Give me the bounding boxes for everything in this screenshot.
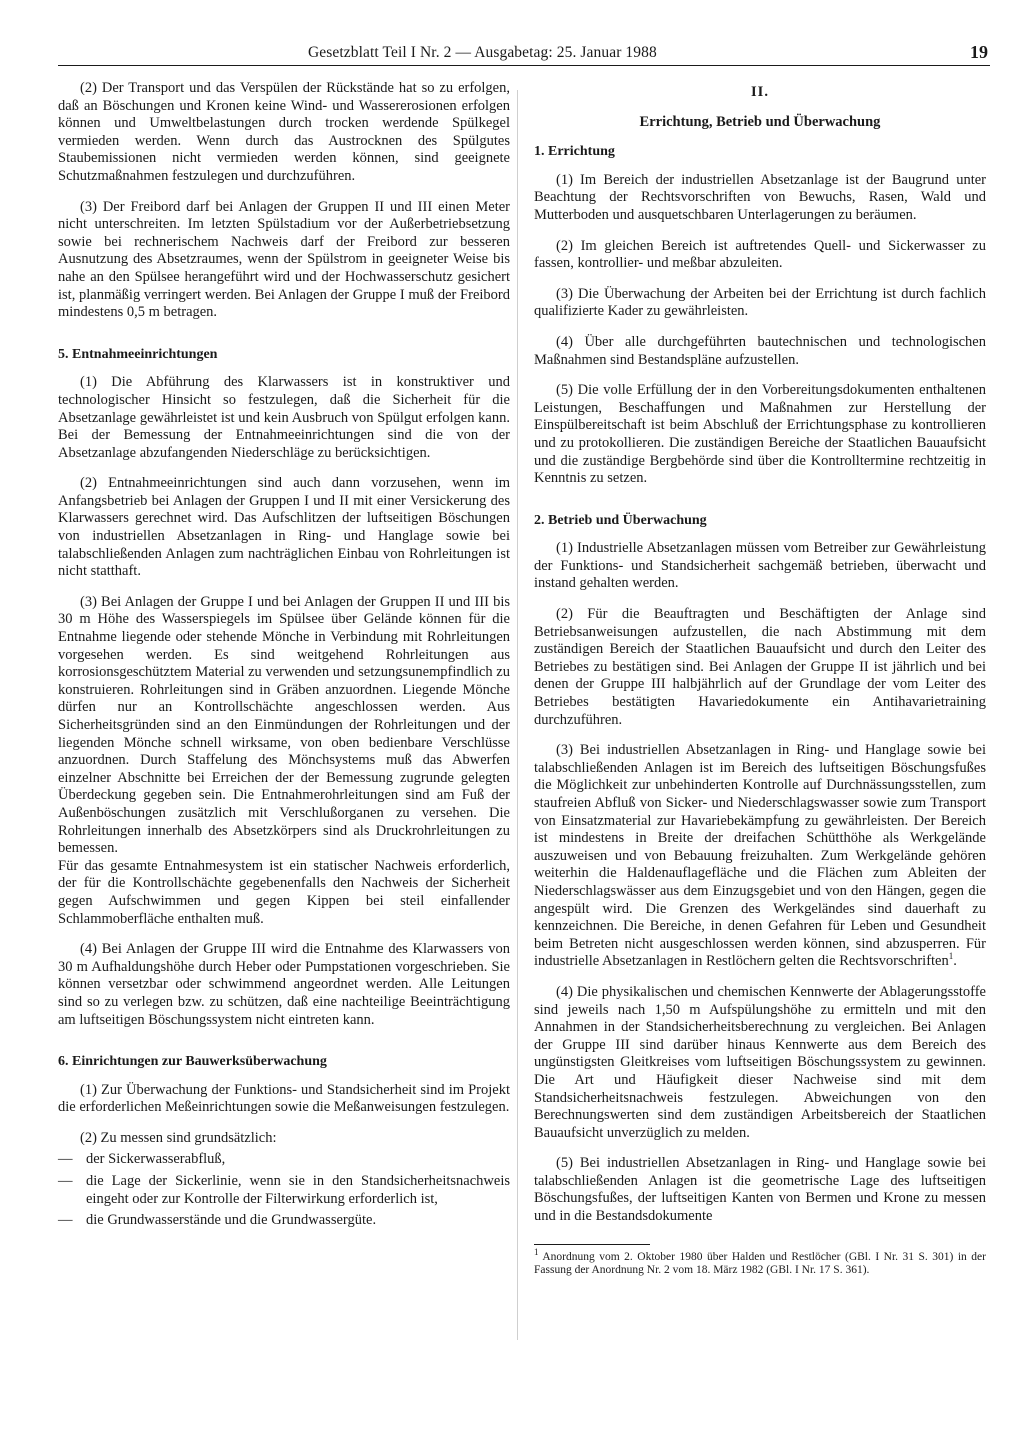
list-item: — die Lage der Sickerlinie, wenn sie in den Standsicherheitsnachweis eingeht oder zur Kontrolle der Filterwirkung erforderlich ist, [58, 1173, 510, 1207]
measurement-list [58, 1151, 510, 1229]
footnote: $^1$ Anordnung vom 2. Oktober 1980 über Halden und Restlöcher (GBl. I Nr. 31 S. 301) in der Fassung der Anordnung Nr. 2 vom 18. März 1982 (GBl. I Nr. 17 S. 361). [534, 1246, 986, 1277]
page-header [58, 40, 990, 66]
dash-marker: — [58, 1212, 73, 1229]
right-column [534, 80, 986, 1278]
section-6-paragraph-2: (2) Zu messen sind grundsätzlich: [80, 1129, 277, 1146]
left-column [58, 80, 510, 1234]
footnote-rule [534, 1244, 650, 1245]
section-5-paragraph-1: (1) Die Abführung des Klarwassers ist in konstruktiver und technologischer Hinsicht so festzulegen, daß die Sicherheit für die Absetzanlage gewährleistet ist und kein Ausbruch von Spülgut erfolgen kann. Bei der Bemessung der Entnahmeeinrichtungen sind die von der Absetzanlage abzufangenden Niederschläge zu berücksichtigen. [58, 374, 510, 461]
subsection-2-heading: 2. Betrieb und Überwachung [534, 512, 707, 528]
subsection-1-paragraph-2: (2) Im gleichen Bereich ist auftretendes Quell- und Sickerwasser zu fassen, kontrollier- und meßbar abzuleiten. [534, 237, 986, 272]
part-number: II. [751, 84, 769, 100]
section-5-heading: 5. Entnahmeeinrichtungen [58, 346, 218, 362]
subsection-2-paragraph-2: (2) Für die Beauftragten und Beschäftigten der Anlage sind Betriebsanweisungen aufzustellen, die nach Abstimmung mit dem zuständigen Bereich der Staatlichen Bauaufsicht und durch den Leiter des Betriebes zu bestätigen sind. Bei Anlagen der Gruppe II ist jährlich und bei denen der Gruppe III halbjährlich auf der Grundlage der vom Leiter des Betriebes bestätigten Havariedokumente ein Antihavarietraining durchzuführen. [534, 606, 986, 728]
footnote-reference: 1 [948, 951, 954, 962]
column-divider [517, 90, 518, 1340]
subsection-1-paragraph-5: (5) Die volle Erfüllung der in den Vorbereitungsdokumenten enthaltenen Leistungen, Beschaffungen und Maßnahmen zur Herstellung der Einspülbereitschaft ist beim Abschluß der Errichtungsphase zu kontrollieren und zu protokollieren. Die zuständigen Bereiche der Staatlichen Bauaufsicht und die zuständige Bergbehörde sind über die Kontrolltermine rechtzeitig in Kenntnis zu setzen. [534, 382, 986, 487]
paragraph-transport: (2) Der Transport und das Verspülen der Rückstände hat so zu erfolgen, daß an Böschungen und Kronen keine Wind- und Wassererosionen erfolgen können und Umweltbelastungen durch trocken werdende Spülkegel vermieden werden. Wenn durch das Austrocknen des Spülgutes Staubemissionen nicht vermieden werden können, sind geeignete Schutzmaßnahmen festzulegen und durchzuführen. [58, 80, 510, 184]
section-5-paragraph-2: (2) Entnahmeeinrichtungen sind auch dann vorzusehen, wenn im Anfangsbetrieb bei Anlagen der Gruppen I und II mit einer Versickerung des Klarwassers gerechnet wird. Das Aufschlitzen der luftseitigen Böschungen von industriellen Absetzanlagen in Ring- und Hanglage sowie bei talabschließenden Anlagen zum nachträglichen Einbau von Rohrleitungen ist nicht statthaft. [58, 475, 510, 580]
page-number: 19 [970, 42, 988, 62]
subsection-1-paragraph-3: (3) Die Überwachung der Arbeiten bei der Errichtung ist durch fachlich qualifizierte Kader zu gewährleisten. [534, 285, 986, 320]
header-rule [58, 65, 990, 66]
running-head: Gesetzblatt Teil I Nr. 2 — Ausgabetag: 25. Januar 1988 [308, 44, 657, 61]
subsection-2-paragraph-5: (5) Bei industriellen Absetzanlagen in Ring- und Hanglage sowie bei talabschließenden Anlagen ist die geometrische Lage des luftseitigen Böschungsfußes, der luftseitigen Kanten von Bermen und Krone zu messen und in die Bestandsdokumente [534, 1155, 986, 1225]
dash-marker: — [58, 1173, 73, 1190]
section-6-paragraph-1: (1) Zur Überwachung der Funktions- und Standsicherheit sind im Projekt die erforderlichen Meßeinrichtungen sowie die Meßanweisungen festzulegen. [58, 1081, 510, 1116]
list-item: — der Sickerwasserabfluß, [58, 1151, 226, 1168]
subsection-2-paragraph-3: (3) Bei industriellen Absetzanlagen in Ring- und Hanglage sowie bei talabschließenden Anlagen ist im Bereich des luftseitigen Böschungsfußes die Möglichkeit zur unbehinderten Kontrolle auf Durchnässungsstellen, zum staufreien Abfluß von Sicker- und Niederschlagswasser sowie zum Transport von Einsatzmaterial zur Havariebekämpfung zu gewährleisten. Der Bereich ist mindestens in Breite der dreifachen Schütthöhe als Werkgelände auszuweisen und von Bebauung freizuhalten. Zum Werkgelände gehören weiterhin die Haldenauflagefläche und die Flächen zum Ableiten der Niederschlagswässer aus dem Einzugsgebiet und von den Hängen, gegen die angespült wird. Die Grenzen des Werkgeländes sind dauerhaft zu kennzeichnen. Die Bereiche, in denen Gefahren für Leben und Gesundheit beim Betreten nicht ausgeschlossen werden können, sind abzusperren. Für industrielle Absetzanlagen in Restlöchern gelten die Rechtsvorschriften$^1$. [534, 742, 986, 970]
paragraph-freibord: (3) Der Freibord darf bei Anlagen der Gruppen II und III einen Meter nicht unterschreiten. Im letzten Spülstadium vor der Außerbetriebsetzung sowie bei rechnerischem Nachweis darf der Freibord zur besseren Ausnutzung des Absetzraumes, wenn der Spülstrom in geeigneter Weise bis nahe an den Spülsee herangeführt wird und der Hochwasserschutz gesichert ist, planmäßig verringert werden. Bei Anlagen der Gruppe I muß der Freibord mindestens 0,5 m betragen. [58, 198, 510, 321]
section-5-paragraph-4: (4) Bei Anlagen der Gruppe III wird die Entnahme des Klarwassers von 30 m Aufhaldungshöhe durch Heber oder Pumpstationen vorgeschrieben. Sie können versetzbar oder schwimmend angeordnet werden. Alle Leitungen sind so zu verlegen bzw. zu schützen, daß eine nachteilige Beeinträchtigung am luftseitigen Böschungssystem nicht eintreten kann. [58, 941, 510, 1028]
subsection-1-paragraph-1: (1) Im Bereich der industriellen Absetzanlage ist der Baugrund unter Beachtung der Rechtsvorschriften von Bewuchs, Rasen, Wald und Mutterboden und ausquetschbaren Unterlagerungen zu beräumen. [534, 171, 986, 223]
section-6-heading: 6. Einrichtungen zur Bauwerksüberwachung [58, 1054, 327, 1070]
part-title: Errichtung, Betrieb und Überwachung [639, 113, 881, 130]
section-5-paragraph-3b: Für das gesamte Entnahmesystem ist ein statischer Nachweis erforderlich, der für die Kontrollschächte gegebenenfalls den Nachweis der Sicherheit gegen Aufschwimmen und gegen Kippen bei steil einfallender Schlammoberfläche enthalten muß. [58, 857, 510, 927]
footnote-number: 1 [534, 1246, 539, 1257]
subsection-2-paragraph-4: (4) Die physikalischen und chemischen Kennwerte der Ablagerungsstoffe sind jeweils nach 1,50 m Aufspülungshöhe zu ermitteln und mit den Annahmen in der Standsicherheitsberechnung zu vergleichen. Bei Anlagen der Gruppe III sind darüber hinaus Kennwerte aus dem Bereich des ungünstigsten Gleitkreises vom luftseitigen Böschungssystem zu gewinnen. Die Art und Häufigkeit dieser Nachweise sind mit dem Standsicherheitsnachweis festzulegen. Abweichungen von den Berechnungswerten sind dem zuständigen Arbeitsbereich der Staatlichen Bauaufsicht unverzüglich zu melden. [534, 983, 986, 1141]
dash-marker: — [58, 1151, 73, 1168]
subsection-2-paragraph-1: (1) Industrielle Absetzanlagen müssen vom Betreiber zur Gewährleistung der Funktions- und Standsicherheit sachgemäß betrieben, überwacht und instand gehalten werden. [534, 540, 986, 592]
list-item: — die Grundwasserstände und die Grundwassergüte. [58, 1212, 377, 1229]
subsection-1-paragraph-4: (4) Über alle durchgeführten bautechnischen und technologischen Maßnahmen sind Bestandspläne aufzustellen. [534, 333, 986, 368]
section-5-paragraph-3: (3) Bei Anlagen der Gruppe I und bei Anlagen der Gruppen II und III bis 30 m Höhe des Wasserspiegels im Spülsee über Gelände können für die Entnahme liegende oder stehende Mönche in Verbindung mit Rohrleitungen vorgesehen werden. Es sind weitgehend Rohrleitungen aus korrosionsgeschütztem Material zu verwenden und setzungsunempfindlich zu konstruieren. Rohrleitungen sind in Gräben anzuordnen. Liegende Mönche dürfen nur an Kontrollschächte angeschlossen werden. Aus Sicherheitsgründen sind an den Einmündungen der Rohrleitungen und der liegenden Mönche schnell wirksame, von oben bedienbare Verschlüsse anzuordnen. Durch Staffelung des Mönchsystems muß das Abwerfen einzelner Abschnitte bei Erreichen der der Bemessung zugrunde gelegten Überdeckung gegeben sein. Die Entnahmerohrleitungen sind am Fuß der Außenböschungen zusätzlich mit Verschlußorganen zu versehen. Die Rohrleitungen innerhalb des Absetzkörpers sind als Druckrohrleitungen zu bemessen. [58, 593, 510, 857]
subsection-1-heading: 1. Errichtung [534, 144, 615, 160]
